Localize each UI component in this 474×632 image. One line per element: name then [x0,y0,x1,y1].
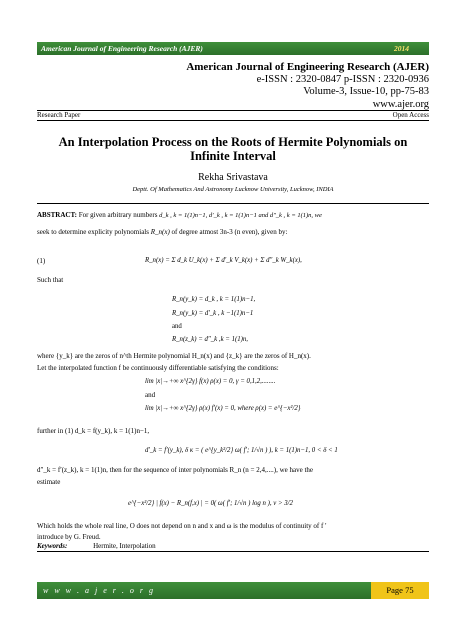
further-line: further in (1) d_k = f(y_k), k = 1(1)n−1, [37,427,150,435]
limit-and: and [145,391,156,399]
author-name: Rekha Srivastava [198,172,268,183]
journal-band-year: 2014 [394,44,409,53]
eq1-label: (1) [37,257,46,265]
volume-line: Volume-3, Issue-10, pp-75-83 [303,86,429,97]
estimate-word: estimate [37,478,61,486]
condition-1: R_n(y_k) = d_k , k = 1(1)n−1, [172,296,256,303]
abstract-line1 [37,211,322,220]
issn-line: e-ISSN : 2320-0847 p-ISSN : 2320-0936 [256,74,429,85]
website-line: www.ajer.org [372,99,429,110]
paper-meta-row [37,111,429,120]
abstract-line2-text: seek to determine explicity polynomials [37,228,149,236]
access-type: Open Access [392,111,429,119]
keywords-label: Keywords: [37,542,68,550]
paper-title-line2: Infinite Interval [190,149,276,163]
abstract-line1-math: d_k , k = 1(1)n−1, d′_k , k = 1(1)n−1 and d″_k , k = 1(1)n, we [159,212,322,219]
limit-condition-1: lim |x|→+∞ x^{2γ} f(x) ρ(x) = 0, γ = 0,1,2,........ [145,378,276,385]
page-number: Page 75 [371,582,429,599]
paper-type: Research Paper [37,111,81,119]
which-line: Which holds the whole real line, O does not depend on n and x and ω is the modulus of continuity of f ′ [37,522,327,530]
let-line: Let the interpolated function f be continuously differentiable satisfying the conditions: [37,364,279,372]
abstract-line2 [37,228,287,237]
journal-band-title: American Journal of Engineering Research (AJER) [41,44,203,53]
keywords-value: Hermite, Interpolation [93,542,156,550]
where-line: where {y_k} are the zeros of n^th Hermite polynomial H_n(x) and {z_k} are the zeros of H_n(x). [37,352,311,360]
condition-3: R_n(z_k) = d″_k ,k = 1(1)n, [172,336,248,343]
abstract-line2-math: R_n(x) [150,228,170,236]
abstract-line1-text: For given arbitrary numbers [78,211,158,219]
condition-and: and [172,323,182,330]
dk-double-prime-line: d″_k = f′(z_k), k = 1(1)n, then for the sequence of inter polynomials R_n (n = 2,4,....), we have the [37,466,313,474]
limit-condition-2: lim |x|→+∞ x^{2γ} ρ(x) f′(x) = 0, where ρ(x) = e^{−x²/2} [145,405,301,412]
eq1-formula: R_n(x) = Σ d_k U_k(x) + Σ d′_k V_k(x) + Σ d″_k W_k(x), [145,257,302,264]
keywords-rule [37,551,429,552]
introduce-line: introduce by G. Freud. [37,533,101,541]
footer-site: w w w . a j e r . o r g [43,586,156,595]
keywords-line [37,542,156,551]
estimate-equation: e^{−x²/2} | f(x) − R_n(f,x) | = 0( ω( f′; 1/√n ) log n ), ν > 3/2 [128,500,293,507]
abstract-rule [37,203,429,204]
dk-prime-line: d′_k = f′(y_k), δ κ = ( e^{y_k²/2} ω( f′; 1/√n ) ), k = 1(1)n−1, 0 < δ < 1 [145,447,338,454]
footer-band [37,582,429,599]
paper-title [37,135,429,163]
header-rule-bottom [37,120,429,121]
condition-2: R_n(y_k) = d′_k , k −1(1)n−1 [172,310,254,317]
paper-title-line1: An Interpolation Process on the Roots of Hermite Polynomials on [58,135,408,149]
author-affiliation: Deptt. Of Mathematics And Astronomy Lucknow University, Lucknow, INDIA [132,186,334,193]
such-that-text: Such that [37,276,64,284]
journal-band [37,42,429,55]
journal-title: American Journal of Engineering Research (AJER) [186,61,429,73]
abstract-line2-tail: of degree atmost 3n-3 (n even), given by: [171,228,288,236]
abstract-label: ABSTRACT: [37,211,77,219]
